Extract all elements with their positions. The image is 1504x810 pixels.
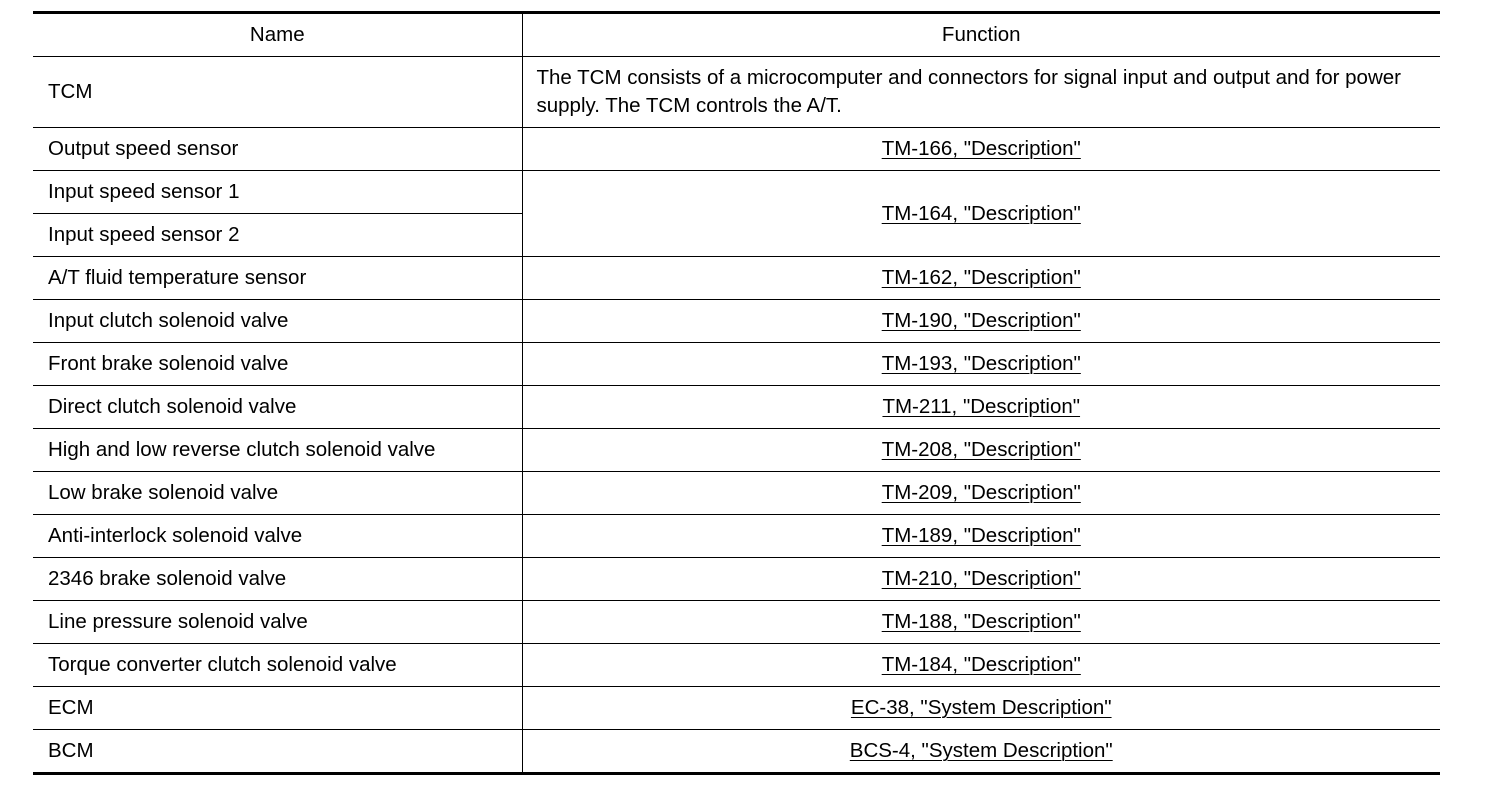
table-row	[33, 730, 1440, 774]
table-row	[33, 386, 1440, 429]
table-row	[33, 300, 1440, 343]
reference-link[interactable]: TM-193, "Description"	[881, 352, 1081, 375]
reference-link[interactable]: TM-184, "Description"	[881, 653, 1081, 676]
row-name: ECM	[33, 687, 522, 730]
table-row	[33, 57, 1440, 128]
row-name: Output speed sensor	[33, 128, 522, 171]
table-row	[33, 429, 1440, 472]
table-row	[33, 558, 1440, 601]
table-row	[33, 128, 1440, 171]
row-name: BCM	[33, 730, 522, 774]
row-name: Anti-interlock solenoid valve	[33, 515, 522, 558]
table-row	[33, 601, 1440, 644]
row-name: Input speed sensor 2	[33, 214, 522, 257]
row-name: Input clutch solenoid valve	[33, 300, 522, 343]
reference-link[interactable]: TM-211, "Description"	[882, 395, 1081, 418]
reference-link[interactable]: TM-210, "Description"	[881, 567, 1081, 590]
row-name: Torque converter clutch solenoid valve	[33, 644, 522, 687]
reference-link[interactable]: TM-189, "Description"	[881, 524, 1081, 547]
row-name: Low brake solenoid valve	[33, 472, 522, 515]
table-header-row	[33, 13, 1440, 57]
table-row	[33, 515, 1440, 558]
reference-link[interactable]: TM-209, "Description"	[881, 481, 1081, 504]
row-name: Front brake solenoid valve	[33, 343, 522, 386]
reference-link[interactable]: EC-38, "System Description"	[850, 696, 1112, 719]
table-row	[33, 687, 1440, 730]
reference-link[interactable]: TM-208, "Description"	[881, 438, 1081, 461]
row-name: TCM	[33, 57, 522, 128]
row-function-text: The TCM consists of a microcomputer and connectors for signal input and output and for power supply. The TCM controls the A/T.	[522, 57, 1440, 128]
component-function-table	[33, 11, 1440, 775]
reference-link[interactable]: BCS-4, "System Description"	[849, 739, 1113, 762]
table-row	[33, 171, 1440, 214]
row-name: Line pressure solenoid valve	[33, 601, 522, 644]
component-function-table-container	[33, 11, 1440, 775]
row-name: A/T fluid temperature sensor	[33, 257, 522, 300]
row-name: Input speed sensor 1	[33, 171, 522, 214]
reference-link[interactable]: TM-188, "Description"	[881, 610, 1081, 633]
row-name: Direct clutch solenoid valve	[33, 386, 522, 429]
reference-link[interactable]: TM-164, "Description"	[881, 201, 1081, 225]
table-row	[33, 343, 1440, 386]
reference-link[interactable]: TM-162, "Description"	[881, 266, 1081, 289]
row-name: High and low reverse clutch solenoid valve	[33, 429, 522, 472]
reference-link[interactable]: TM-166, "Description"	[881, 137, 1081, 160]
reference-link[interactable]: TM-190, "Description"	[881, 309, 1081, 332]
header-function: Function	[522, 13, 1440, 57]
table-row	[33, 472, 1440, 515]
header-name: Name	[33, 13, 522, 57]
table-row	[33, 644, 1440, 687]
table-row	[33, 257, 1440, 300]
row-name: 2346 brake solenoid valve	[33, 558, 522, 601]
